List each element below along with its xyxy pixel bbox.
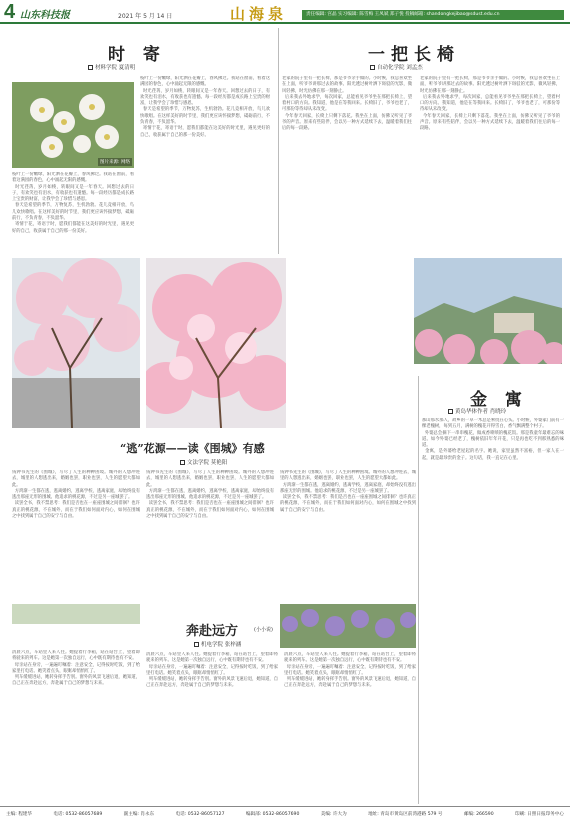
footer-phone-1: 电话: 0532-86057689 — [53, 811, 103, 817]
author-name: 机电学院 张梓涵 — [201, 642, 242, 648]
column-divider — [278, 28, 279, 254]
article-yuanfang-title: 奔赴远方 — [186, 624, 239, 639]
white-blossom-illustration — [12, 82, 134, 168]
author-name: 材料学院 夏清明 — [95, 65, 136, 71]
article-yuanfang-body-3: 清晨六点，车站里人来人往。她提着行李箱，站在站台上，望着即将驶来的列车。这是她第一次独自远行，心中既有期待也有不安。 母亲站在身旁，一遍遍叮嘱着：注意安全，记得按时吃饭，到了给家里打电话。她笑着点头，眼眶却悄悄红了。 列车缓缓进站，她转身挥手告别。窗外的风景飞速后退，她知道，自己正在奔赴远方，奔赴属于自己的梦想与未来。 — [284, 652, 416, 689]
article-yizhang-author — [370, 63, 423, 71]
pink-blossom-photo — [146, 258, 286, 428]
article-yuanfang-body-1: 清晨六点，车站里人来人往。她提着行李箱，站在站台上，望着即将驶来的列车。这是她第一次独自远行，心中既有期待也有不安。 母亲站在身旁，一遍遍叮嘱着：注意安全，记得按时吃饭，到了给家里打电话。她笑着点头，眼眶却悄悄红了。 列车缓缓进站，她转身挥手告别。窗外的风景飞速后退，她知道，自己正在奔赴远方，奔赴属于自己的梦想与未来。 — [12, 650, 140, 687]
article-yuanfang-author — [194, 640, 241, 648]
footer-editorial: 编辑部: 0532-86057690 — [245, 811, 300, 817]
photo-caption: 图片来源: 网络 — [100, 160, 130, 165]
page-footer — [0, 806, 570, 820]
square-icon — [194, 642, 199, 647]
article-jinyu-author — [448, 407, 506, 415]
author-name: 自动化学院 刘孟杰 — [377, 65, 423, 71]
article-yizhang-title: 一把长椅 — [368, 45, 460, 65]
paper-name: 山东科技报 — [20, 10, 70, 21]
article-shiji-body-2: 枝叶上一份嫩绿，阳光洒在花瓣上，春风拂过。我站在窗前，看着这满园的春色，心中涌起无限的感慨。 时光荏苒，岁月如梭，转眼间又是一年春天。回想过去的日子，有欢笑也有泪水，有收获也有遗憾。每一段经历都是成长路上宝贵的财富，让我学会了珍惜与感恩。 春天是希望的季节，万物复苏，生机勃勃。花儿竞相开放，鸟儿欢快歌唱。在这样美好的时节里，我们更应该怀揣梦想，砥砺前行，不负青春，不负韶华。 寄情于花，寄语于时，愿我们都能在这美好的时光里，遇见更好的自己，收获属于自己的那一份美好。 — [140, 76, 270, 138]
article-chenyuan-body-3: 钱钟书先生的《围城》，写尽了人生的种种困境。城外的人想冲进去，城里的人想逃出来，婚姻也罢，职业也罢，人生的愿望大都如此。 方鸿渐一生都在逃，逃离婚约，逃离学校，逃离家庭，却始终没有逃出那座无形的围城。他追求的桃花源，不过是另一座城罢了。 读罢全书，我不禁思考：我们是否也在一座座围城之间徘徊？也许真正的桃花源，不在城外，而在于我们如何面对内心，如何在围城之中找到属于自己的安宁与自由。 — [280, 470, 416, 513]
article-chenyuan-body-1: 钱钟书先生的《围城》，写尽了人生的种种困境。城外的人想冲进去，城里的人想逃出来，婚姻也罢，职业也罢，人生的愿望大都如此。 方鸿渐一生都在逃，逃离婚约，逃离学校，逃离家庭，却始终没有逃出那座无形的围城。他追求的桃花源，不过是另一座城罢了。 读罢全书，我不禁思考：我们是否也在一座座围城之间徘徊？也许真正的桃花源，不在城外，而在于我们如何面对内心，如何在围城之中找到属于自己的安宁与自由。 — [12, 470, 140, 520]
square-icon — [448, 409, 453, 414]
lavender-photo — [280, 604, 416, 648]
grass-illustration — [12, 604, 140, 624]
article-shiji-body-1: 枝叶上一份嫩绿，阳光洒在花瓣上，春风拂过。我站在窗前，看着这满园的春色，心中涌起无限的感慨。 时光荏苒，岁月如梭，转眼间又是一年春天。回想过去的日子，有欢笑也有泪水，有收获也有遗憾。每一段经历都是成长路上宝贵的财富，让我学会了珍惜与感恩。 春天是希望的季节，万物复苏，生机勃勃。花儿竞相开放，鸟儿欢快歌唱。在这样美好的时节里，我们更应该怀揣梦想，砥砺前行，不负青春，不负韶华。 寄情于花，寄语于时，愿我们都能在这美好的时光里，遇见更好的自己，收获属于自己的那一份美好。 — [12, 172, 134, 234]
author-name: 黄岛华体作者 肖晓玲 — [455, 409, 507, 415]
article-shiji-title: 时 寄 — [108, 45, 166, 65]
lavender-illustration — [280, 604, 416, 648]
section-title: 山海泉 — [230, 5, 288, 23]
issue-date: 2021 年 5 月 14 日 — [118, 13, 173, 20]
footer-phone-2: 电话: 0532-86057127 — [175, 811, 225, 817]
article-yizhang-body-1: 老家的院子里有一把长椅，那是爷爷亲手做的。小时候，我总喜欢坐在上面，听爷爷讲那过去的故事。阳光透过树叶洒下斑驳的光影，微风轻拂，时光仿佛在那一刻静止。 后来我去外地求学，每次回家，总能看见爷爷坐在那把长椅上，望着村口的方向。我知道，他是在等我回来。长椅旧了，爷爷也老了，可那份等待却从未改变。 今年春天回家，长椅上只剩下落花。我坐在上面，仿佛又听见了爷爷的声音。原来有些陪伴，会以另一种方式延续下去，温暖着我们往后的每一段路。 — [282, 76, 412, 132]
editor-bar: 责任编辑: 宫晶 实习编辑: 陈雪梅 王凤斌 郑子悦 投稿邮箱: shandongkejibao@sdust.edu.cn — [302, 10, 564, 20]
article-yuanfang-subtitle: (小小说) — [254, 627, 273, 633]
grass-photo — [12, 604, 140, 624]
article-jinyu-body: 那山那水那人，故乡的一草一木总是萦绕在心头。小时候，外婆家门前有一棵老槐树，每到五月，满树的槐花开得雪白，香气飘满整个村子。 外婆总会摘下一串串槐花，做成香喷喷的槐花饭。那是我童年最难忘的味道。如今外婆已经老了，槐树依旧年年开花，只是再也吃不到那熟悉的味道。 金寓，是外婆给老屋起的名字。她说，家里虽然不富裕，但一家人在一起，就是最珍贵的金子。这句话，我一直记在心里。 — [422, 418, 564, 461]
footer-printer: 印刷: 日照日报印务中心 — [514, 811, 564, 817]
footer-postcode: 邮编: 266590 — [463, 811, 494, 817]
campus-photo — [414, 258, 562, 364]
footer-address: 地址: 青岛市黄岛区前湾港路 579 号 — [368, 811, 443, 817]
campus-illustration — [414, 258, 562, 364]
author-name: 文法学院 莫艳阳 — [187, 460, 228, 466]
footer-chief-editor: 主编: 程建华 — [6, 811, 32, 817]
footer-art-editor: 美编: 许大为 — [320, 811, 347, 817]
square-icon — [370, 65, 375, 70]
article-chenyuan-author — [180, 458, 227, 466]
pink-blossom-illustration — [146, 258, 286, 428]
column-divider — [418, 376, 419, 804]
footer-deputy-editor: 副主编: 肖永东 — [123, 811, 155, 817]
flower-photo — [12, 82, 134, 168]
square-icon — [88, 65, 93, 70]
article-jinyu-title: 金 寓 — [470, 390, 528, 410]
article-chenyuan-body-2: 钱钟书先生的《围城》，写尽了人生的种种困境。城外的人想冲进去，城里的人想逃出来，婚姻也罢，职业也罢，人生的愿望大都如此。 方鸿渐一生都在逃，逃离婚约，逃离学校，逃离家庭，却始终没有逃出那座无形的围城。他追求的桃花源，不过是另一座城罢了。 读罢全书，我不禁思考：我们是否也在一座座围城之间徘徊？也许真正的桃花源，不在城外，而在于我们如何面对内心，如何在围城之中找到属于自己的安宁与自由。 — [146, 470, 274, 520]
article-shiji-author — [88, 63, 135, 71]
article-yuanfang-body-2: 清晨六点，车站里人来人往。她提着行李箱，站在站台上，望着即将驶来的列车。这是她第一次独自远行，心中既有期待也有不安。 母亲站在身旁，一遍遍叮嘱着：注意安全，记得按时吃饭，到了给家里打电话。她笑着点头，眼眶却悄悄红了。 列车缓缓进站，她转身挥手告别。窗外的风景飞速后退，她知道，自己正在奔赴远方，奔赴属于自己的梦想与未来。 — [146, 652, 278, 689]
article-chenyuan-title: “逃”花源——读《围城》有感 — [120, 442, 265, 455]
square-icon — [180, 460, 185, 465]
cherry-tree-illustration — [12, 258, 140, 428]
page-number: 4 — [4, 1, 16, 23]
article-yizhang-body-2: 老家的院子里有一把长椅，那是爷爷亲手做的。小时候，我总喜欢坐在上面，听爷爷讲那过去的故事。阳光透过树叶洒下斑驳的光影，微风轻拂，时光仿佛在那一刻静止。 后来我去外地求学，每次回家，总能看见爷爷坐在那把长椅上，望着村口的方向。我知道，他是在等我回来。长椅旧了，爷爷也老了，可那份等待却从未改变。 今年春天回家，长椅上只剩下落花。我坐在上面，仿佛又听见了爷爷的声音。原来有些陪伴，会以另一种方式延续下去，温暖着我们往后的每一段路。 — [420, 76, 560, 132]
cherry-blossom-photo — [12, 258, 140, 428]
